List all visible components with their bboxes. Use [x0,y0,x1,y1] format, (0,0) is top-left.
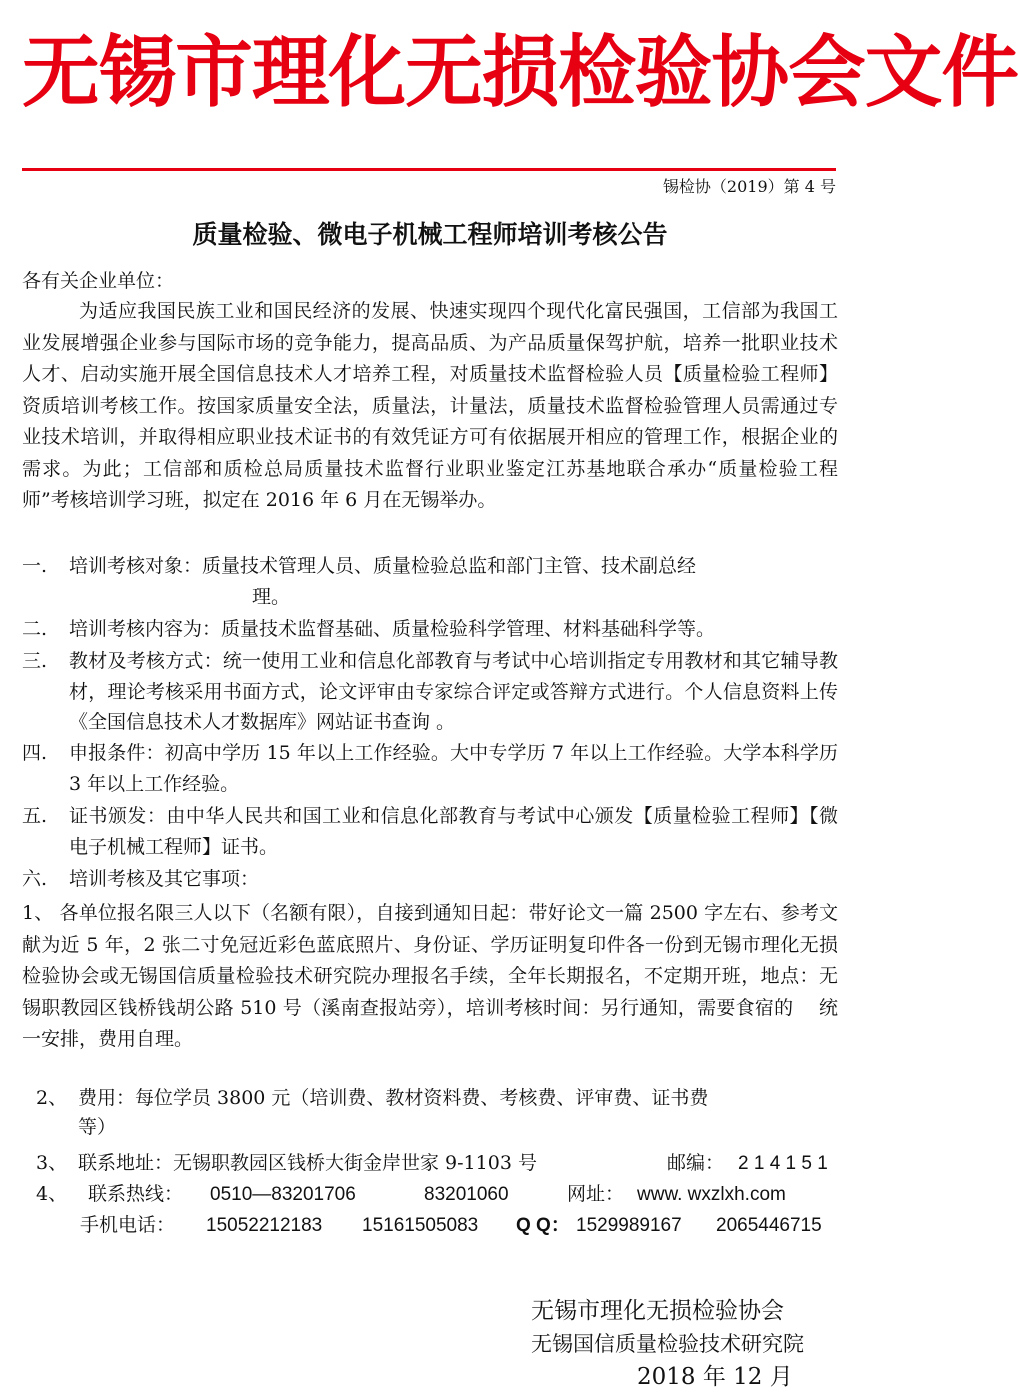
qq-label: Q Q： [516,1215,570,1236]
website-url: www. wxzlxh.com [637,1184,786,1205]
list-item [22,738,838,799]
list-item-text: 证书颁发：由中华人民共和国工业和信息化部教育与考试中心颁发【质量检验工程师】【微电子机械工程师】证书。 [69,805,838,858]
document-header-title: 无锡市理化无损检验协会文件 [22,28,1018,118]
sub-item-number: 3、 [36,1152,68,1174]
list-item [22,646,838,738]
mobile-number-2: 15161505083 [362,1215,479,1236]
hotline-label: 联系热线： [88,1183,184,1205]
salutation: 各有关企业单位： [22,270,175,292]
mobile-label: 手机电话： [80,1214,176,1236]
list-item [22,801,838,862]
postcode-value: 2 1 4 1 5 1 [738,1153,828,1174]
qq-number-1: 1529989167 [576,1215,682,1236]
signature-date: 2018 年 12 月 [637,1364,793,1390]
list-item-number: 四. [22,742,48,764]
intro-paragraph: 为适应我国民族工业和国民经济的发展、快速实现四个现代化富民强国，工信部为我国工业发展增强企业参与国际市场的竞争能力，提高品质、为产品质量保驾护航，培养一批职业技术人才、启动实施开展全国信息技术人才培养工程，对质量技术监督检验人员【质量检验工程师】资质培训考核工作。按国家质量安全法，质量法，计量法，质量技术监督检验管理人员需通过专业技术培训，并取得相应职业技术证书的有效凭证方可有依据展开相应的管理工作，根据企业的需求。为此；工信部和质检总局质量技术监督行业职业鉴定江苏基地联合承办“质量检验工程师”考核培训学习班，拟定在 2016 年 6 月在无锡举办。 [22,300,838,511]
fee-text: 费用：每位学员 3800 元（培训费、教材资料费、考核费、评审费、证书费 [78,1087,709,1109]
mobile-number-1: 15052212183 [206,1215,323,1236]
sub-item-registration: 1、 各单位报名限三人以下（名额有限），自接到通知日起：带好论文一篇 2500 字左右、参考文献为近 5 年，2 张二寸免冠近彩色蓝底照片、身份证、学历证明复印件各一份到无锡市理化无损检验协会或无锡国信质量检验技术研究院办理报名手续，全年长期报名，不定期开班，地点：无锡职教园区钱桥钱胡公路 510 号（溪南查报站旁），培训考核时间：另行通知，需要食宿的 统一安排，费用自理。 [22,902,838,1050]
fee-text-continuation: 等） [78,1116,117,1138]
postcode-label: 邮编： [667,1152,725,1174]
header-red-rule [22,168,836,171]
list-item-number: 三. [22,650,48,672]
list-item [22,614,838,645]
list-item-text: 教材及考核方式：统一使用工业和信息化部教育与考试中心培训指定专用教材和其它辅导教材，理论考核采用书面方式，论文评审由专家综合评定或答辩方式进行。个人信息资料上传《全国信息技术人才数据库》网站证书查询 。 [69,650,838,733]
contact-address: 联系地址：无锡职教园区钱桥大街金岸世家 9-1103 号 [78,1152,537,1174]
list-item-number: 二. [22,618,48,640]
list-item-text-continuation: 理。 [252,585,291,608]
list-item-text: 培训考核对象：质量技术管理人员、质量检验总监和部门主管、技术副总经 [69,555,697,577]
signature-org-1: 无锡市理化无损检验协会 [531,1298,784,1324]
qq-number-2: 2065446715 [716,1215,822,1236]
list-item [22,864,838,895]
sub-item-number: 2、 [36,1087,68,1109]
website-label: 网址： [567,1183,625,1205]
sub-item-number: 4、 [36,1183,68,1205]
notice-heading: 质量检验、微电子机械工程师培训考核公告 [192,220,668,249]
signature-org-2: 无锡国信质量检验技术研究院 [531,1332,804,1356]
hotline-number-2: 83201060 [424,1184,509,1205]
sub-item-fee [78,1084,838,1142]
hotline-number-1: 0510—83201706 [210,1184,356,1205]
list-item-text: 申报条件：初高中学历 15 年以上工作经验。大中专学历 7 年以上工作经验。大学本科学历 3 年以上工作经验。 [69,742,838,795]
list-item-text: 培训考核及其它事项： [69,868,260,890]
list-item [22,551,838,612]
document-number: 锡检协（2019）第 4 号 [662,177,836,196]
list-item-number: 一. [22,555,48,577]
list-item-text: 培训考核内容为：质量技术监督基础、质量检验科学管理、材料基础科学等。 [69,618,716,640]
list-item-number: 六. [22,868,48,890]
list-item-number: 五. [22,805,48,827]
